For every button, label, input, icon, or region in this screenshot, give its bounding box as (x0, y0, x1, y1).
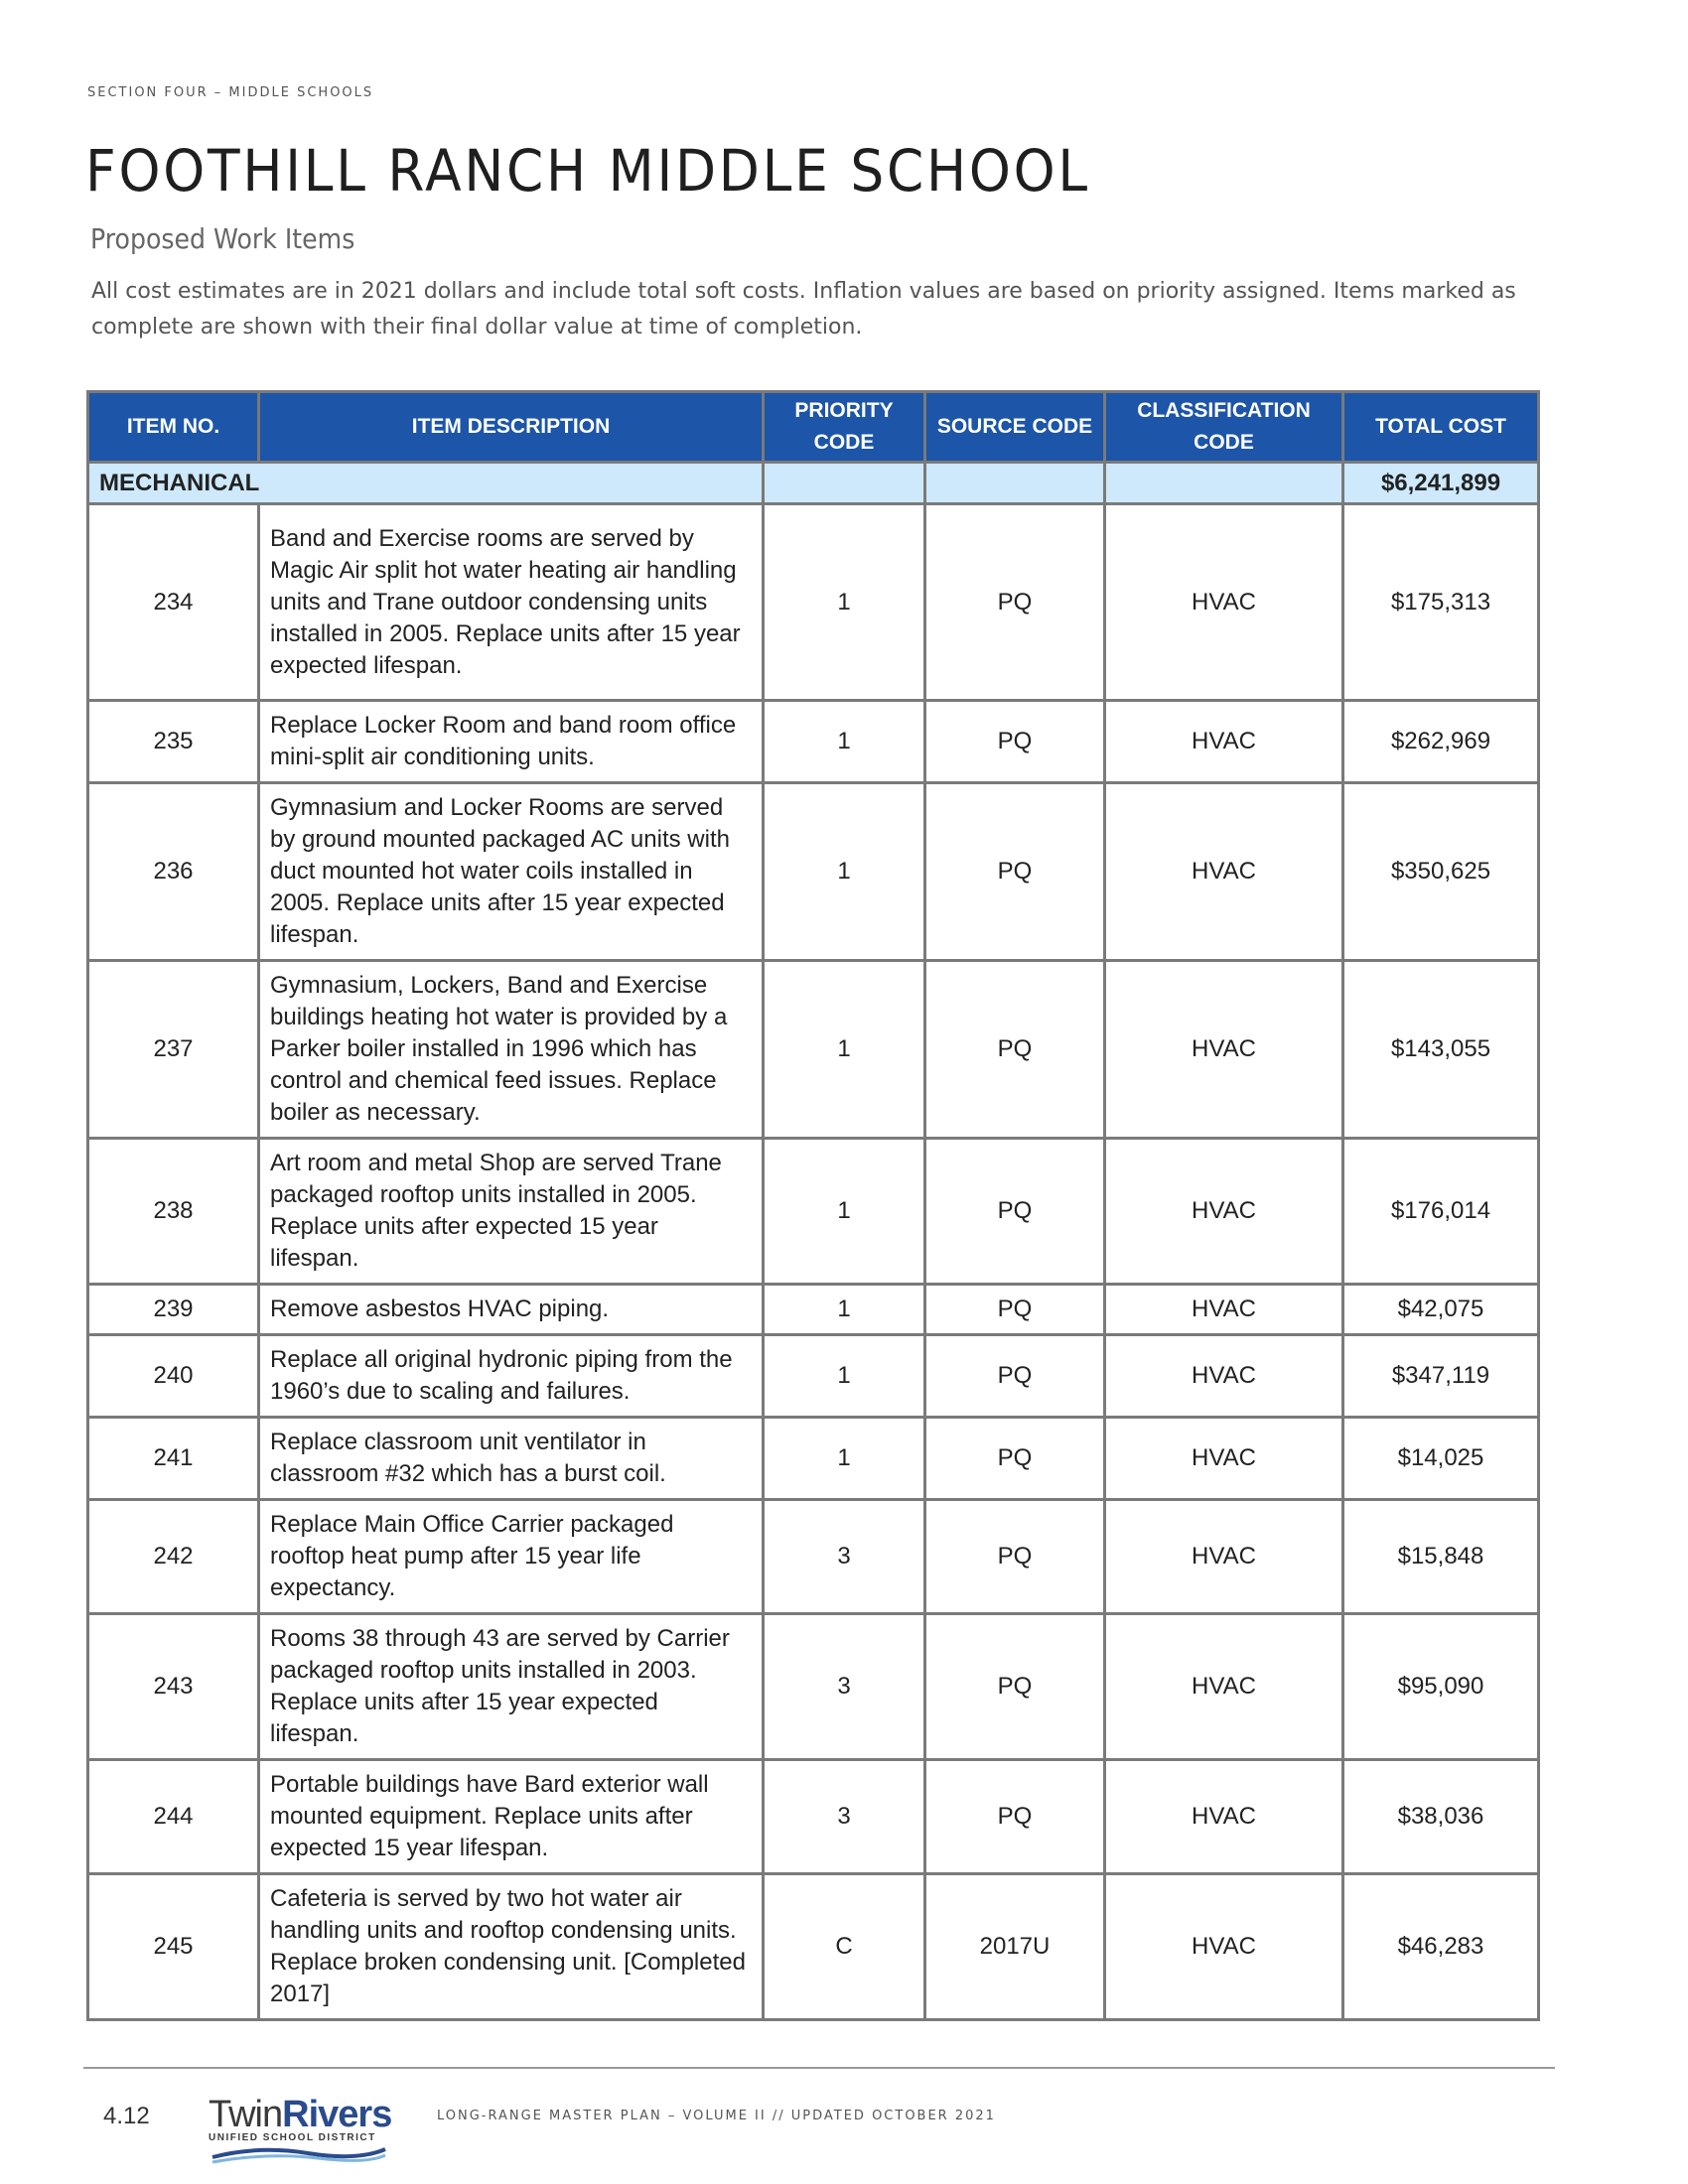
category-row (88, 463, 1539, 504)
priority-cell: 1 (764, 1335, 925, 1418)
description-cell: Replace Main Office Carrier packaged rooftop heat pump after 15 year life expectancy. (259, 1500, 764, 1614)
table-row (88, 504, 1539, 701)
description-cell: Replace all original hydronic piping from the 1960’s due to scaling and failures. (259, 1335, 764, 1418)
description-cell: Cafeteria is served by two hot water air handling units and rooftop condensing units. Replace broken condensing unit. [Completed 2017] (259, 1874, 764, 2020)
header-source-code: SOURCE CODE (925, 392, 1105, 463)
cost-cell: $38,036 (1343, 1760, 1539, 1874)
section-label: SECTION FOUR – MIDDLE SCHOOLS (87, 85, 374, 100)
classification-cell: HVAC (1105, 1285, 1343, 1335)
priority-cell: 1 (764, 1418, 925, 1500)
intro-paragraph: All cost estimates are in 2021 dollars and include total soft costs. Inflation values are based on priority assigned. Items marked as complete are shown with their final dollar value at time of completion. (91, 279, 1516, 340)
category-name: MECHANICAL (88, 463, 764, 504)
priority-cell: 1 (764, 504, 925, 701)
source-cell: PQ (925, 1285, 1105, 1335)
item-no-cell: 244 (88, 1760, 259, 1874)
table-row (88, 1418, 1539, 1500)
logo-rivers: Rivers (282, 2094, 392, 2135)
category-empty-cell (764, 463, 925, 504)
twin-rivers-logo (209, 2095, 397, 2166)
cost-cell: $347,119 (1343, 1335, 1539, 1418)
source-cell: PQ (925, 1500, 1105, 1614)
table-row (88, 1760, 1539, 1874)
cost-cell: $95,090 (1343, 1614, 1539, 1760)
logo-twin: Twin (209, 2094, 283, 2135)
header-item-no: ITEM NO. (88, 392, 259, 463)
cost-cell: $176,014 (1343, 1139, 1539, 1285)
header-classification-code: CLASSIFICATION CODE (1105, 392, 1343, 463)
classification-cell: HVAC (1105, 1874, 1343, 2020)
item-no-cell: 242 (88, 1500, 259, 1614)
classification-cell: HVAC (1105, 1760, 1343, 1874)
description-cell: Band and Exercise rooms are served by Magic Air split hot water heating air handling units and Trane outdoor condensing units installed in 2005. Replace units after 15 year expected lifespan. (259, 504, 764, 701)
table-row (88, 1614, 1539, 1760)
item-no-cell: 243 (88, 1614, 259, 1760)
header-priority-code: PRIORITY CODE (764, 392, 925, 463)
footer-divider (83, 2067, 1555, 2069)
source-cell: PQ (925, 1614, 1105, 1760)
classification-cell: HVAC (1105, 961, 1343, 1139)
cost-cell: $262,969 (1343, 701, 1539, 783)
cost-cell: $14,025 (1343, 1418, 1539, 1500)
source-cell: PQ (925, 1760, 1105, 1874)
table-row (88, 701, 1539, 783)
priority-cell: C (764, 1874, 925, 2020)
description-cell: Art room and metal Shop are served Trane packaged rooftop units installed in 2005. Replace units after expected 15 year lifespan. (259, 1139, 764, 1285)
table-row (88, 1285, 1539, 1335)
cost-cell: $15,848 (1343, 1500, 1539, 1614)
item-no-cell: 239 (88, 1285, 259, 1335)
cost-cell: $46,283 (1343, 1874, 1539, 2020)
source-cell: PQ (925, 504, 1105, 701)
classification-cell: HVAC (1105, 1139, 1343, 1285)
item-no-cell: 234 (88, 504, 259, 701)
logo-wave-icon (209, 2143, 387, 2165)
category-empty-cell (1105, 463, 1343, 504)
page-subtitle: Proposed Work Items (90, 222, 355, 255)
cost-cell: $143,055 (1343, 961, 1539, 1139)
category-total: $6,241,899 (1343, 463, 1539, 504)
description-cell: Gymnasium and Locker Rooms are served by ground mounted packaged AC units with duct mounted hot water coils installed in 2005. Replace units after 15 year expected lifespan. (259, 783, 764, 961)
item-no-cell: 237 (88, 961, 259, 1139)
table-row (88, 1874, 1539, 2020)
item-no-cell: 240 (88, 1335, 259, 1418)
table-row (88, 783, 1539, 961)
logo-wordmark (209, 2095, 397, 2134)
table-row (88, 961, 1539, 1139)
classification-cell: HVAC (1105, 1418, 1343, 1500)
footer-text: LONG-RANGE MASTER PLAN – VOLUME II // UPDATED OCTOBER 2021 (437, 2109, 996, 2123)
cost-cell: $175,313 (1343, 504, 1539, 701)
priority-cell: 1 (764, 1285, 925, 1335)
classification-cell: HVAC (1105, 504, 1343, 701)
source-cell: PQ (925, 1139, 1105, 1285)
page-title: FOOTHILL RANCH MIDDLE SCHOOL (85, 137, 1090, 205)
header-item-description: ITEM DESCRIPTION (259, 392, 764, 463)
classification-cell: HVAC (1105, 701, 1343, 783)
priority-cell: 3 (764, 1614, 925, 1760)
source-cell: PQ (925, 701, 1105, 783)
source-cell: 2017U (925, 1874, 1105, 2020)
item-no-cell: 238 (88, 1139, 259, 1285)
item-no-cell: 236 (88, 783, 259, 961)
description-cell: Remove asbestos HVAC piping. (259, 1285, 764, 1335)
work-items-table (86, 390, 1540, 2021)
source-cell: PQ (925, 783, 1105, 961)
priority-cell: 3 (764, 1760, 925, 1874)
source-cell: PQ (925, 1418, 1105, 1500)
priority-cell: 1 (764, 1139, 925, 1285)
description-cell: Replace Locker Room and band room office mini-split air conditioning units. (259, 701, 764, 783)
cost-cell: $350,625 (1343, 783, 1539, 961)
classification-cell: HVAC (1105, 783, 1343, 961)
source-cell: PQ (925, 961, 1105, 1139)
table-row (88, 1139, 1539, 1285)
table-row (88, 1500, 1539, 1614)
category-empty-cell (925, 463, 1105, 504)
item-no-cell: 235 (88, 701, 259, 783)
classification-cell: HVAC (1105, 1500, 1343, 1614)
priority-cell: 1 (764, 701, 925, 783)
item-no-cell: 241 (88, 1418, 259, 1500)
logo-subtitle: UNIFIED SCHOOL DISTRICT (209, 2132, 376, 2143)
description-cell: Portable buildings have Bard exterior wall mounted equipment. Replace units after expected 15 year lifespan. (259, 1760, 764, 1874)
cost-cell: $42,075 (1343, 1285, 1539, 1335)
source-cell: PQ (925, 1335, 1105, 1418)
priority-cell: 1 (764, 783, 925, 961)
description-cell: Replace classroom unit ventilator in classroom #32 which has a burst coil. (259, 1418, 764, 1500)
page-number: 4.12 (103, 2103, 150, 2129)
classification-cell: HVAC (1105, 1614, 1343, 1760)
description-cell: Gymnasium, Lockers, Band and Exercise buildings heating hot water is provided by a Parker boiler installed in 1996 which has control and chemical feed issues. Replace boiler as necessary. (259, 961, 764, 1139)
priority-cell: 3 (764, 1500, 925, 1614)
classification-cell: HVAC (1105, 1335, 1343, 1418)
description-cell: Rooms 38 through 43 are served by Carrier packaged rooftop units installed in 2003. Replace units after 15 year expected lifespan. (259, 1614, 764, 1760)
header-total-cost: TOTAL COST (1343, 392, 1539, 463)
table-header-row (88, 392, 1539, 463)
table-row (88, 1335, 1539, 1418)
item-no-cell: 245 (88, 1874, 259, 2020)
priority-cell: 1 (764, 961, 925, 1139)
